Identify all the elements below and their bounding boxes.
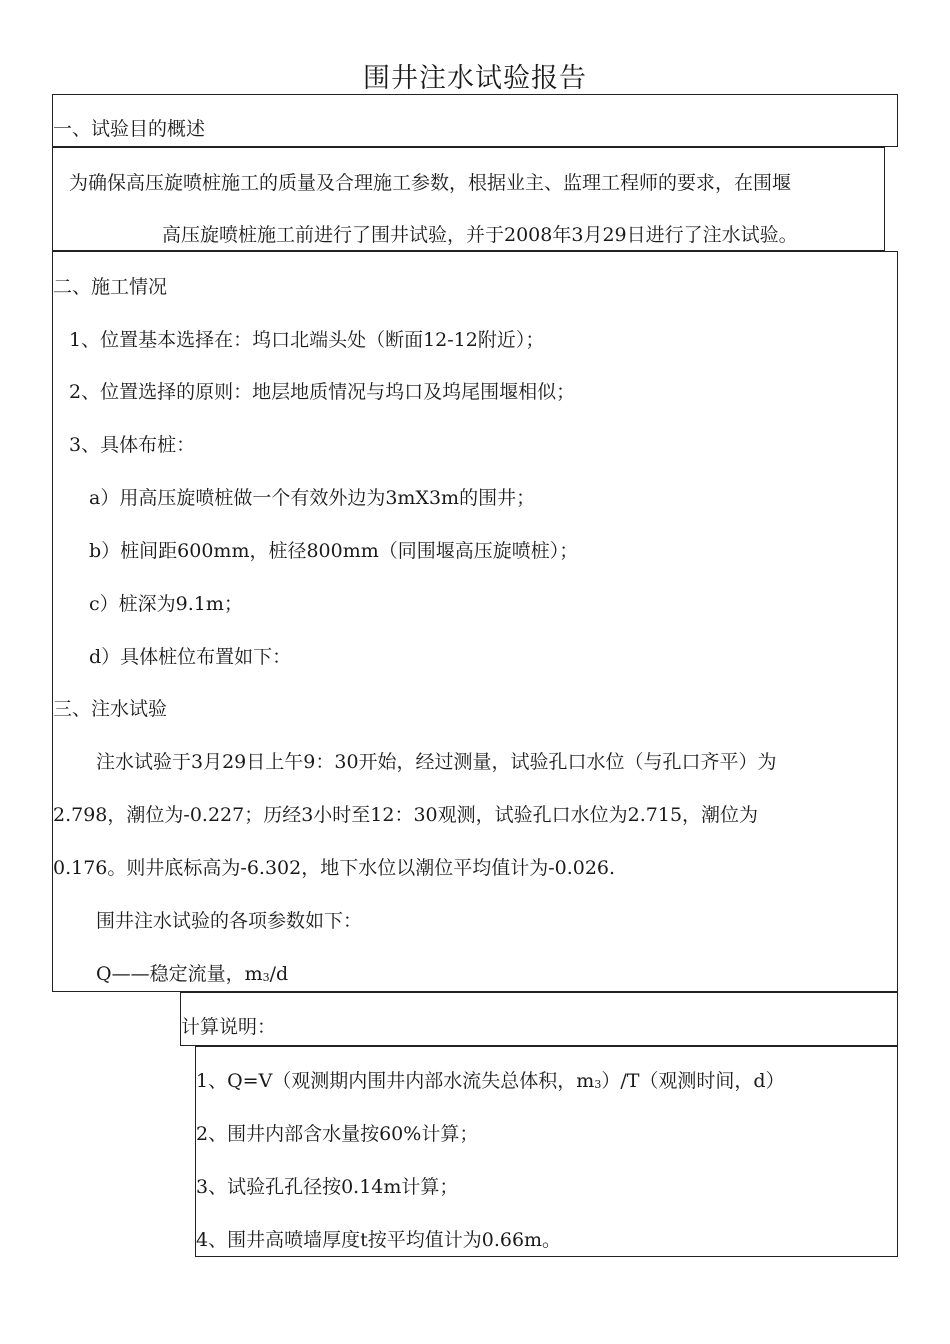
calc-item1-text: 1、Q=V（观测期内围井内部水流失总体积，m <box>196 1070 595 1092</box>
calc-item1-suffix: ）/T（观测时间，d） <box>601 1070 785 1092</box>
calc-heading: 计算说明： <box>181 1016 277 1038</box>
section1-paragraph-line1: 为确保高压旋喷桩施工的质量及合理施工参数，根据业主、监理工程师的要求，在围堰 <box>69 172 792 194</box>
calc-item2: 2、围井内部含水量按60%计算； <box>196 1123 479 1145</box>
page-title: 围井注水试验报告 <box>363 63 587 94</box>
section2-sub-a: a）用高压旋喷桩做一个有效外边为3mX3m的围井； <box>89 487 536 509</box>
section3-paragraph-line3: 0.176。则井底标高为-6.302，地下水位以潮位平均值计为-0.026. <box>53 857 616 879</box>
section3-paragraph-line2: 2.798，潮位为-0.227；历经3小时至12：30观测，试验孔口水位为2.715，潮位为 <box>53 804 759 826</box>
section2-heading: 二、施工情况 <box>53 276 168 298</box>
section1-heading: 一、试验目的概述 <box>53 118 206 140</box>
calc-item1 <box>196 1069 785 1097</box>
main-content-box <box>52 251 898 992</box>
calc-item4: 4、围井高喷墙厚度t按平均值计为0.66m。 <box>196 1229 562 1251</box>
q-definition-subscript: 3 <box>262 971 270 984</box>
section2-item1: 1、位置基本选择在：坞口北端头处（断面12-12附近）； <box>69 329 545 351</box>
section2-sub-b: b）桩间距600mm，桩径800mm（同围堰高压旋喷桩）； <box>89 540 579 562</box>
calc-item1-subscript: 3 <box>594 1078 602 1091</box>
section2-item3: 3、具体布桩： <box>69 434 196 456</box>
section2-item2: 2、位置选择的原则：地层地质情况与坞口及坞尾围堰相似； <box>69 381 576 403</box>
q-definition-text: Q——稳定流量，m <box>96 963 263 985</box>
section2-sub-d: d）具体桩位布置如下： <box>89 646 292 668</box>
section3-heading: 三、注水试验 <box>53 698 168 720</box>
calc-item3: 3、试验孔孔径按0.14m计算； <box>196 1176 459 1198</box>
q-definition <box>96 962 288 990</box>
q-definition-unit: /d <box>269 963 289 985</box>
section2-sub-c: c）桩深为9.1m； <box>89 593 243 615</box>
section3-paragraph-line1: 注水试验于3月29日上午9：30开始，经过测量，试验孔口水位（与孔口齐平）为 <box>96 751 777 773</box>
calc-heading-box <box>180 992 898 1046</box>
params-intro: 围井注水试验的各项参数如下： <box>96 910 363 932</box>
section1-paragraph-line2: 高压旋喷桩施工前进行了围井试验，并于2008年3月29日进行了注水试验。 <box>162 224 798 246</box>
